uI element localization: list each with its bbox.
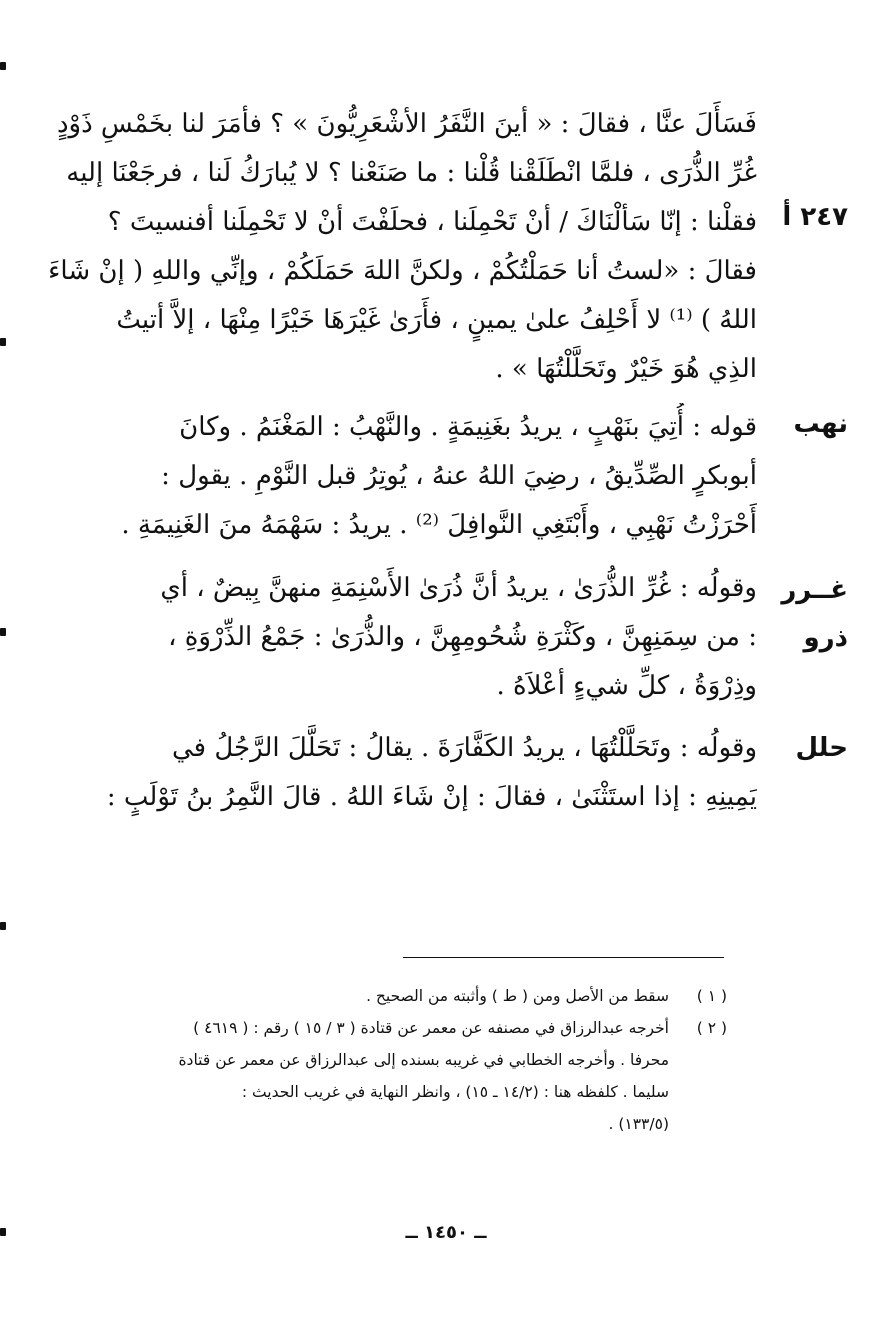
text-line: الذِي هُوَ خَيْرٌ وتَحَلَّلْتُهَا » . — [495, 354, 757, 384]
footnote-2 — [60, 1012, 727, 1140]
scan-edge-mark — [0, 62, 6, 70]
text-line: فقالَ : «لستُ أنا حَمَلْتُكُمْ ، ولكنَّ اللهَ حَمَلَكُمْ ، وإنِّي واللهِ ( إنْ شَاءَ — [48, 256, 757, 286]
text-line: اللهُ ) ⁽¹⁾ لا أَحْلِفُ علىٰ يمينٍ ، فأَرَىٰ غَيْرَهَا خَيْرًا مِنْهَا ، إلاَّ أتيتُ — [116, 305, 757, 335]
paragraph-gharar — [40, 564, 757, 711]
margin-entry-number: ٢٤٧ أ — [782, 202, 848, 232]
footnote-number: ( ١ ) — [696, 987, 727, 1005]
paragraph-nahb — [40, 403, 757, 550]
footnote-line: (١٣٣/٥) . — [608, 1115, 669, 1133]
text-line: : من سِمَنِهِنَّ ، وكَثْرَةِ شُحُومِهِنَّ ، والذُّرَىٰ : جَمْعُ الذِّرْوَةِ ، — [168, 622, 757, 652]
footnotes — [60, 980, 727, 1140]
margin-label-nahb: نهب — [793, 409, 848, 439]
text-line: غُرِّ الذُّرَى ، فلمَّا انْطَلَقْنا قُلْنا : ما صَنَعْنا ؟ لا يُبارَكُ لَنا ، فرجَعْنَا إليه — [66, 158, 757, 188]
margin-label-gharar — [758, 570, 848, 658]
footnote-divider — [403, 957, 724, 958]
paragraph-hadith — [40, 100, 757, 394]
text-line: فَسَأَلَ عنَّا ، فقالَ : « أينَ النَّفَرُ الأشْعَرِيُّونَ » ؟ فأمَرَ لنا بخَمْسِ ذَوْدٍ — [56, 109, 757, 139]
margin-label-dharw-text: ذرو — [803, 623, 848, 653]
text-line: فقلْنا : إنّا سَألْنَاكَ / أنْ تَحْمِلَنا ، فحلَفْتَ أنْ لا تَحْمِلَنا أفنسيتَ ؟ — [107, 207, 757, 237]
footnote-line: أخرجه عبدالرزاق في مصنفه عن معمر عن قتادة ( ٣ / ١٥ ) رقم : ( ٤٦١٩ ) — [193, 1019, 669, 1037]
text-line: أَحْرَزْتُ نَهْبِي ، وأَبْتَغِي النَّوافِلَ ⁽²⁾ . يريدُ : سَهْمَهُ منَ الغَنِيمَةِ . — [121, 510, 757, 540]
margin-label-halal: حلل — [795, 733, 848, 763]
footnote-line: سقط من الأصل ومن ( ط ) وأثبته من الصحيح . — [366, 987, 669, 1005]
margin-label-gharar-text: غــرر — [781, 575, 848, 605]
scan-edge-mark — [0, 628, 6, 636]
footnote-line: سليما . كلفظه هنا : (١٤/٢ ـ ١٥) ، وانظر النهاية في غريب الحديث : — [241, 1083, 669, 1101]
footnote-1 — [60, 980, 727, 1012]
text-line: قوله : أُتِيَ بنَهْبٍ ، يريدُ بغَنِيمَةٍ . والنَّهْبُ : المَغْنَمُ . وكانَ — [179, 412, 757, 442]
text-line: وقولُه : وتَحَلَّلْتُهَا ، يريدُ الكَفَّارَةَ . يقالُ : تَحَلَّلَ الرَّجُلُ في — [172, 733, 757, 763]
scan-edge-mark — [0, 922, 6, 930]
text-line: وذِرْوَةُ ، كلِّ شيءٍ أعْلاَهُ . — [496, 671, 757, 701]
text-line: وقولُه : غُرِّ الذُّرَىٰ ، يريدُ أنَّ ذُرَىٰ الأَسْنِمَةِ منهنَّ بِيضٌ ، أي — [160, 573, 757, 603]
page-number: ــ ١٤٥٠ ــ — [405, 1222, 487, 1243]
scan-edge-mark — [0, 338, 6, 346]
text-line: أبوبكرٍ الصِّدِّيقُ ، رضِيَ اللهُ عنهُ ، يُوتِرُ قبل النَّوْمِ . يقول : — [161, 461, 757, 491]
paragraph-halal — [40, 724, 757, 822]
text-line: يَمِينِهِ : إذا استَثْنَىٰ ، فقالَ : إنْ شَاءَ اللهُ . قالَ النَّمِرُ بنُ تَوْلَبٍ : — [106, 782, 757, 812]
footnote-line: محرفا . وأخرجه الخطابي في غريبه بسنده إلى عبدالرزاق عن معمر عن قتادة — [178, 1051, 669, 1069]
footnote-number: ( ٢ ) — [696, 1019, 727, 1037]
